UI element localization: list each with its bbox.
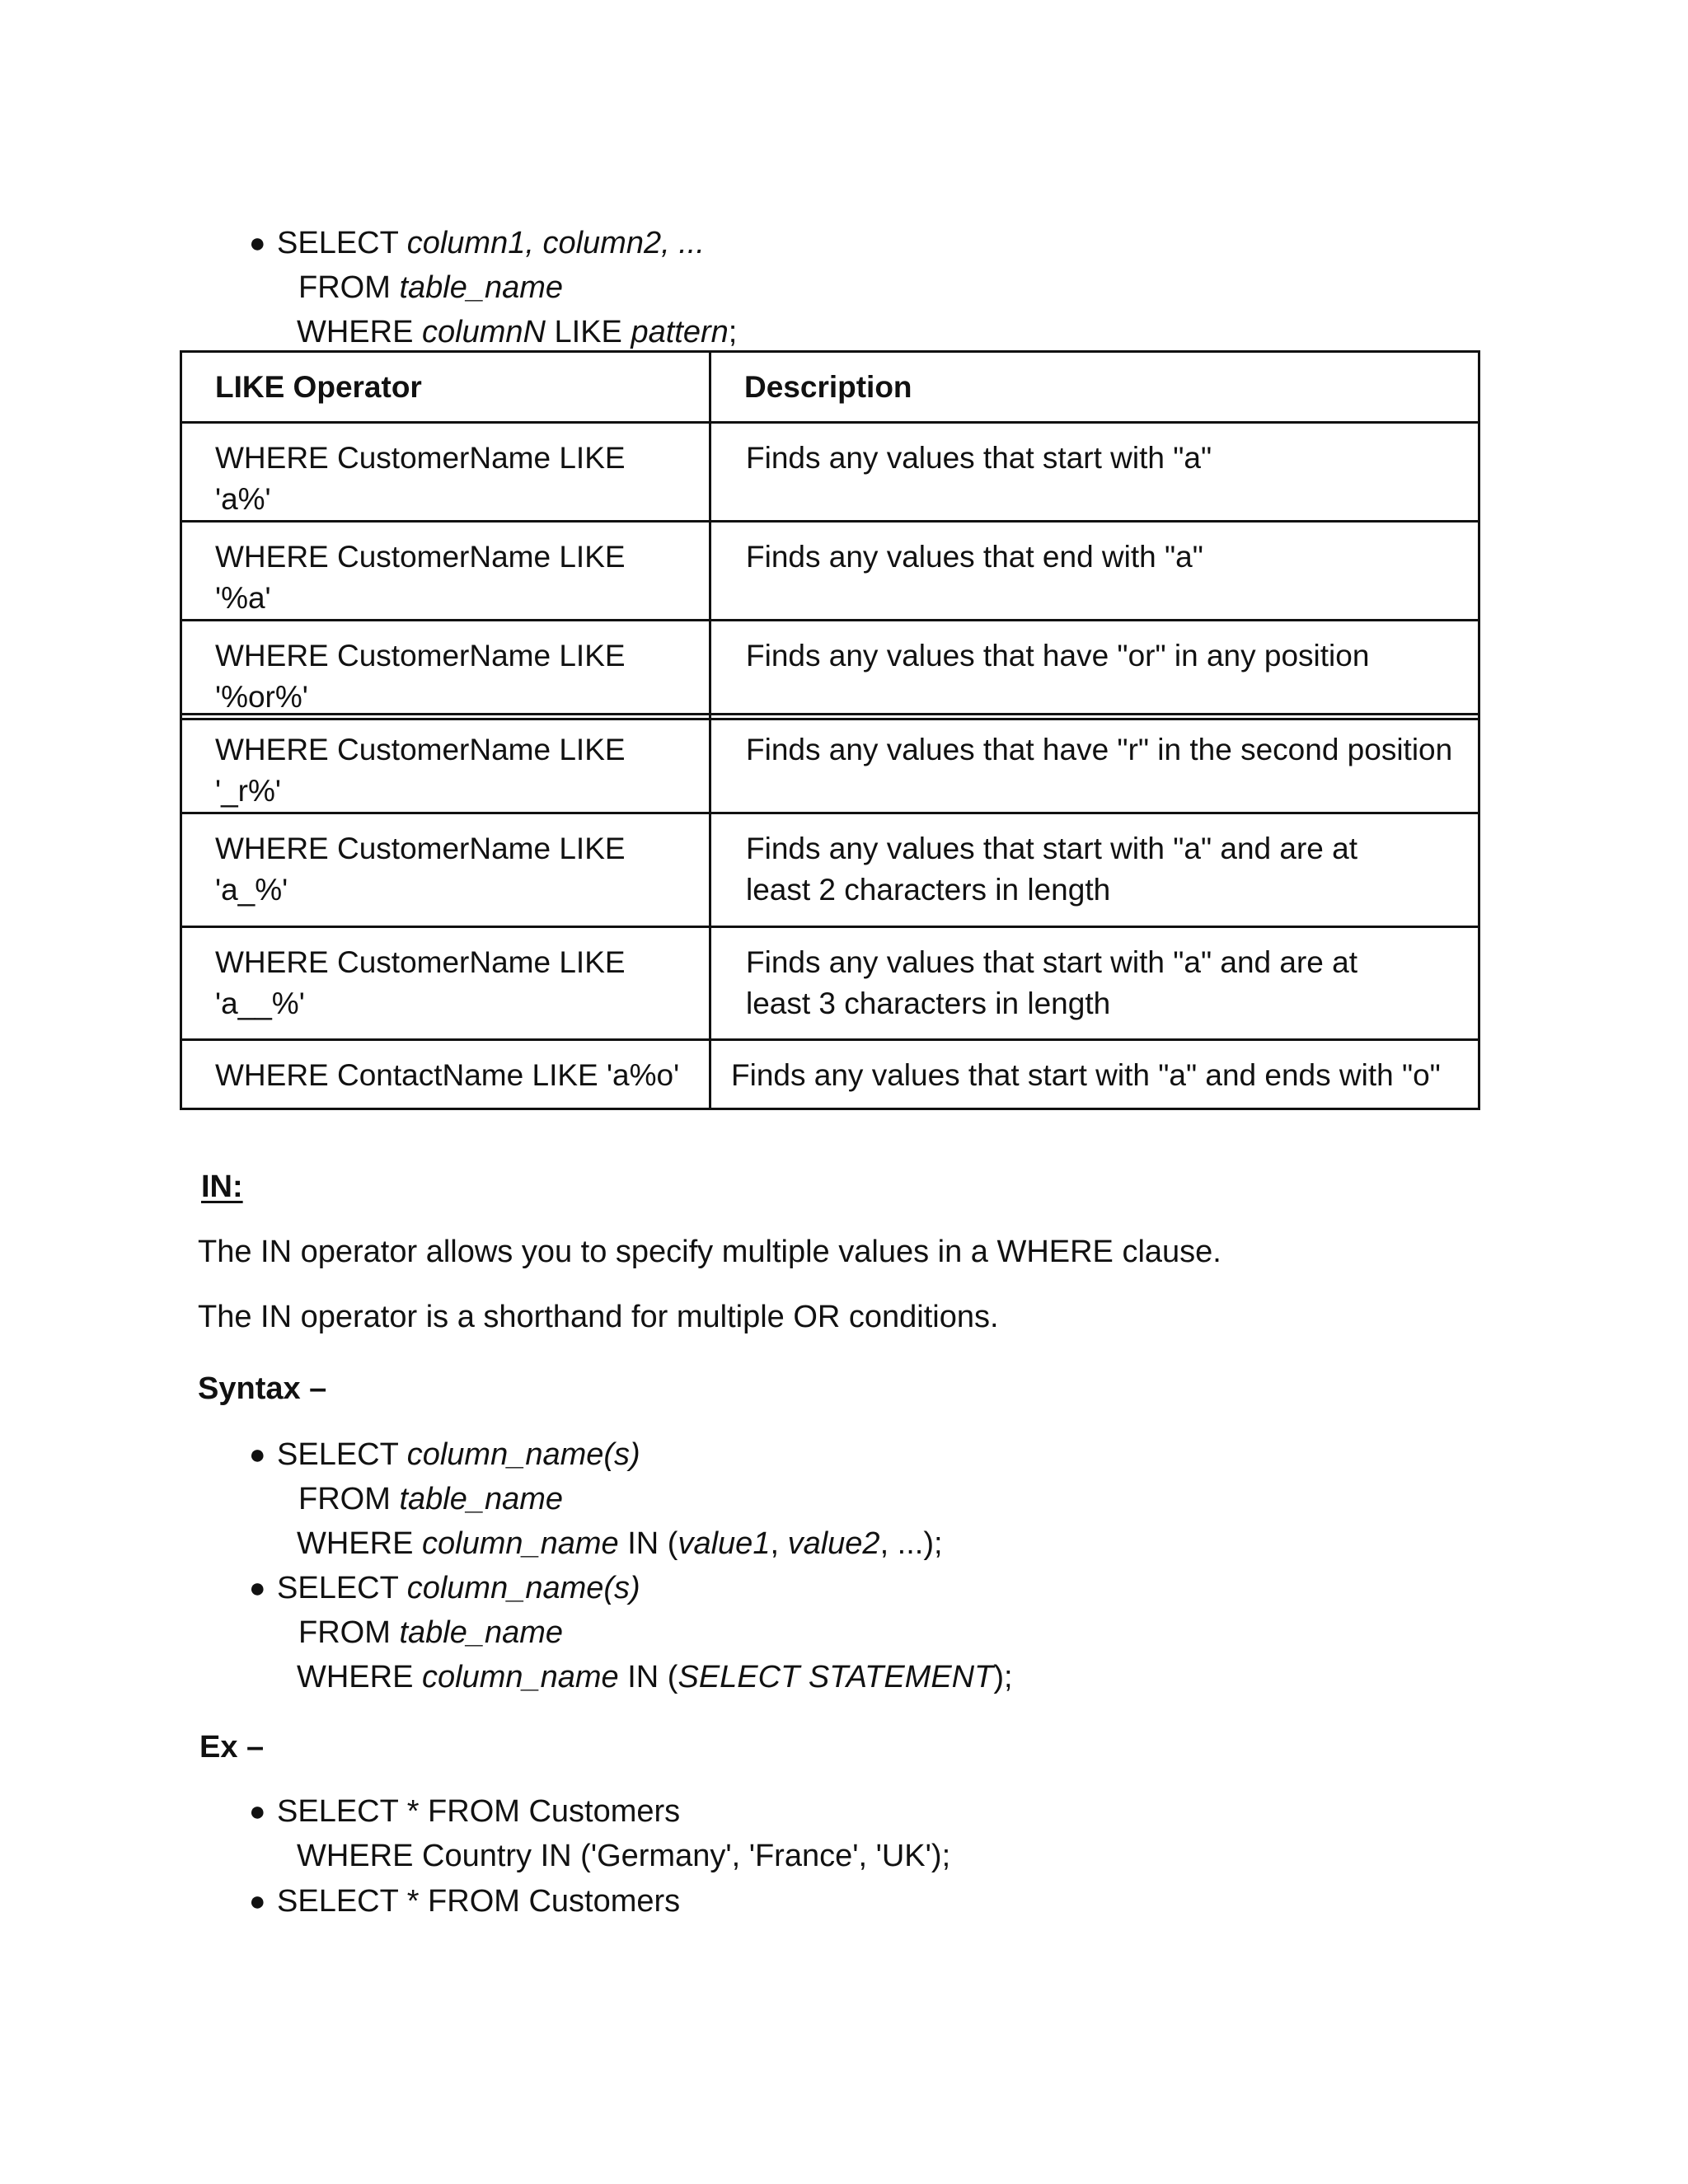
table-row: [181, 522, 1479, 621]
example-label: Ex –: [199, 1730, 265, 1765]
table-header-cell: Description: [710, 352, 1479, 423]
bullet-icon: ●: [249, 1886, 266, 1917]
example-2-line-1: SELECT * FROM Customers: [277, 1884, 681, 1919]
table-header-row: [181, 352, 1479, 423]
table-row: [181, 715, 1479, 813]
table-row: [181, 927, 1479, 1040]
description-cell: Finds any values that start with "a": [710, 423, 1479, 522]
bullet-icon: ●: [249, 227, 266, 259]
table-row: [181, 423, 1479, 522]
in-syntax-2-line-3: WHERE column_name IN (SELECT STATEMENT);: [297, 1660, 1013, 1694]
table-row: [181, 621, 1479, 719]
like-syntax-line-1: SELECT column1, column2, ...: [277, 226, 705, 260]
operator-cell: WHERE CustomerName LIKE 'a%': [181, 423, 710, 522]
bullet-icon: ●: [249, 1796, 266, 1827]
syntax-label: Syntax –: [198, 1371, 327, 1406]
in-syntax-1-line-3: WHERE column_name IN (value1, value2, ...);: [297, 1526, 943, 1561]
description-cell: Finds any values that have "r" in the second position: [710, 715, 1479, 813]
operator-cell: WHERE CustomerName LIKE '%a': [181, 522, 710, 621]
like-syntax-line-2: FROM table_name: [298, 270, 564, 305]
table-row: [181, 1040, 1479, 1109]
bullet-icon: ●: [249, 1439, 266, 1470]
in-syntax-2-line-2: FROM table_name: [298, 1615, 564, 1650]
description-cell: Finds any values that have "or" in any position: [710, 621, 1479, 719]
operator-cell: WHERE CustomerName LIKE '%or%': [181, 621, 710, 719]
like-operator-table: [180, 350, 1480, 720]
like-syntax-line-3: WHERE columnN LIKE pattern;: [297, 315, 738, 349]
description-cell: Finds any values that start with "a" and ends with "o": [710, 1040, 1479, 1109]
description-cell: Finds any values that start with "a" and are at least 3 characters in length: [710, 927, 1479, 1040]
description-cell: Finds any values that start with "a" and are at least 2 characters in length: [710, 813, 1479, 927]
in-syntax-1-line-1: SELECT column_name(s): [277, 1437, 640, 1472]
operator-cell: WHERE ContactName LIKE 'a%o': [181, 1040, 710, 1109]
operator-cell: WHERE CustomerName LIKE '_r%': [181, 715, 710, 813]
in-paragraph-1: The IN operator allows you to specify multiple values in a WHERE clause.: [198, 1235, 1221, 1269]
example-1-line-2: WHERE Country IN ('Germany', 'France', 'UK');: [297, 1839, 951, 1873]
operator-cell: WHERE CustomerName LIKE 'a_%': [181, 813, 710, 927]
like-operator-table-continued: [180, 713, 1480, 1110]
operator-cell: WHERE CustomerName LIKE 'a__%': [181, 927, 710, 1040]
table-row: [181, 813, 1479, 927]
bullet-icon: ●: [249, 1572, 266, 1604]
table-header-cell: LIKE Operator: [181, 352, 710, 423]
in-section-heading: IN:: [201, 1169, 243, 1204]
in-syntax-2-line-1: SELECT column_name(s): [277, 1571, 640, 1605]
example-1-line-1: SELECT * FROM Customers: [277, 1794, 681, 1829]
in-syntax-1-line-2: FROM table_name: [298, 1482, 564, 1516]
in-paragraph-2: The IN operator is a shorthand for multiple OR conditions.: [198, 1300, 999, 1334]
description-cell: Finds any values that end with "a": [710, 522, 1479, 621]
